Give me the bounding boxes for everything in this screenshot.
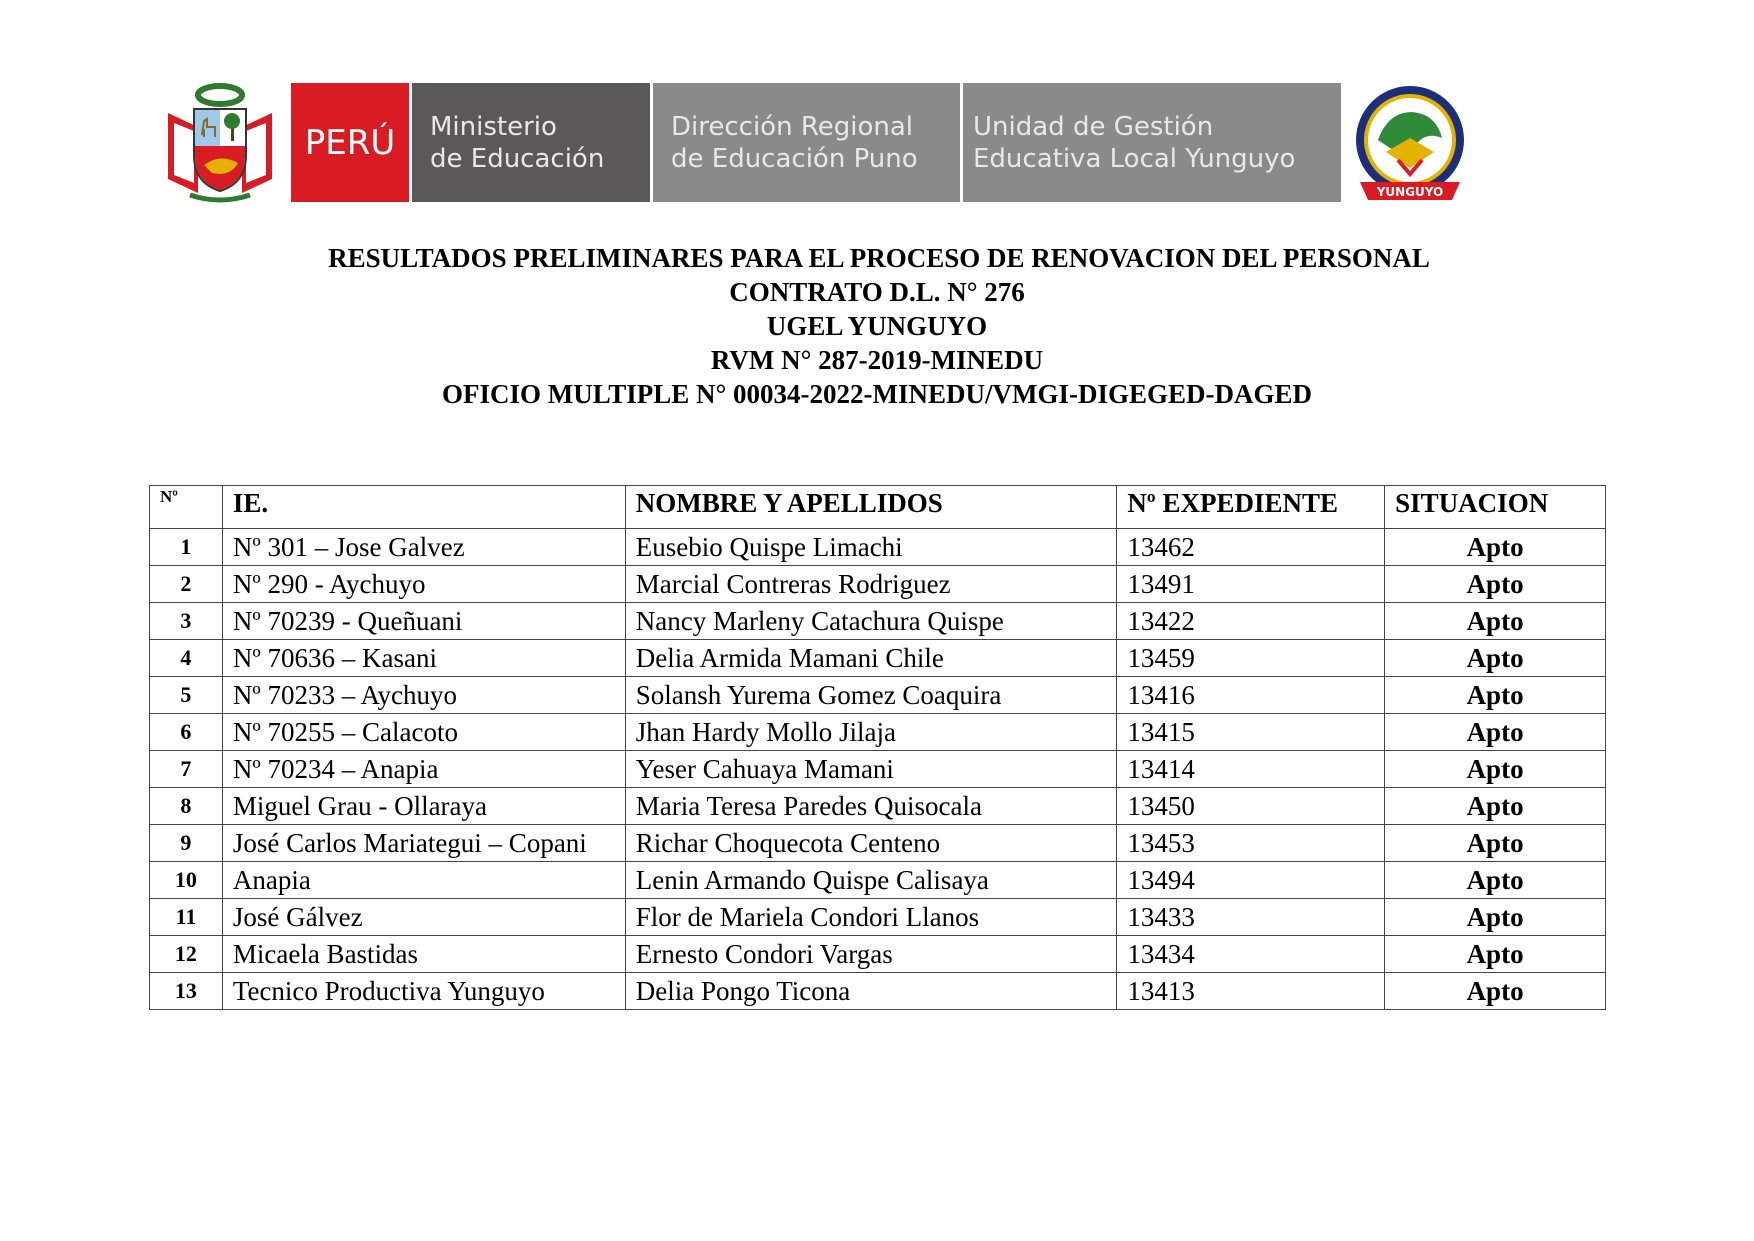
row-number: 1 <box>150 529 223 566</box>
row-ie: Nº 70255 – Calacoto <box>222 714 625 751</box>
title-line-5: OFICIO MULTIPLE N° 00034-2022-MINEDU/VMGI-DIGEGED-DAGED <box>441 379 1313 409</box>
row-ie: Anapia <box>222 862 625 899</box>
row-name: Flor de Mariela Condori Llanos <box>625 899 1117 936</box>
row-expediente: 13416 <box>1117 677 1385 714</box>
ministry-brand-box <box>412 83 650 202</box>
row-situacion: Apto <box>1385 677 1606 714</box>
header-name: NOMBRE Y APELLIDOS <box>625 486 1117 529</box>
header-situacion: SITUACION <box>1385 486 1606 529</box>
row-ie: Nº 70239 - Queñuani <box>222 603 625 640</box>
table-row <box>150 714 1606 751</box>
row-situacion: Apto <box>1385 603 1606 640</box>
row-situacion: Apto <box>1385 899 1606 936</box>
row-ie: Tecnico Productiva Yunguyo <box>222 973 625 1010</box>
row-ie: José Gálvez <box>222 899 625 936</box>
row-number: 2 <box>150 566 223 603</box>
regional-directorate-box <box>653 83 960 202</box>
header-num: Nº <box>150 486 223 529</box>
row-expediente: 13422 <box>1117 603 1385 640</box>
row-ie: Micaela Bastidas <box>222 936 625 973</box>
row-expediente: 13494 <box>1117 862 1385 899</box>
row-number: 5 <box>150 677 223 714</box>
row-expediente: 13433 <box>1117 899 1385 936</box>
document-title <box>0 241 1754 411</box>
title-line-4: RVM N° 287-2019-MINEDU <box>710 345 1044 375</box>
header-ie: IE. <box>222 486 625 529</box>
row-ie: Nº 70234 – Anapia <box>222 751 625 788</box>
ugel-line-2: Educativa Local Yunguyo <box>973 144 1296 174</box>
row-number: 12 <box>150 936 223 973</box>
row-name: Ernesto Condori Vargas <box>625 936 1117 973</box>
row-number: 13 <box>150 973 223 1010</box>
row-ie: Nº 70636 – Kasani <box>222 640 625 677</box>
row-number: 8 <box>150 788 223 825</box>
table-row <box>150 566 1606 603</box>
row-number: 9 <box>150 825 223 862</box>
title-line-2: CONTRATO D.L. N° 276 <box>729 277 1025 307</box>
results-table <box>149 485 1606 1010</box>
row-name: Lenin Armando Quispe Calisaya <box>625 862 1117 899</box>
row-name: Yeser Cahuaya Mamani <box>625 751 1117 788</box>
ministry-line-2: de Educación <box>430 144 605 174</box>
peru-label: PERÚ <box>304 122 396 163</box>
row-name: Delia Pongo Ticona <box>625 973 1117 1010</box>
row-name: Eusebio Quispe Limachi <box>625 529 1117 566</box>
row-number: 11 <box>150 899 223 936</box>
table-row <box>150 973 1606 1010</box>
table-row <box>150 936 1606 973</box>
seal-text: YUNGUYO <box>1376 185 1444 199</box>
row-name: Marcial Contreras Rodriguez <box>625 566 1117 603</box>
row-name: Maria Teresa Paredes Quisocala <box>625 788 1117 825</box>
row-number: 7 <box>150 751 223 788</box>
row-situacion: Apto <box>1385 566 1606 603</box>
row-situacion: Apto <box>1385 640 1606 677</box>
title-line-1: RESULTADOS PRELIMINARES PARA EL PROCESO DE RENOVACION DEL PERSONAL <box>328 243 1430 273</box>
row-name: Jhan Hardy Mollo Jilaja <box>625 714 1117 751</box>
row-expediente: 13413 <box>1117 973 1385 1010</box>
table-row <box>150 825 1606 862</box>
row-ie: Nº 301 – Jose Galvez <box>222 529 625 566</box>
row-name: Richar Choquecota Centeno <box>625 825 1117 862</box>
row-number: 4 <box>150 640 223 677</box>
row-expediente: 13434 <box>1117 936 1385 973</box>
row-expediente: 13415 <box>1117 714 1385 751</box>
ugel-line-1: Unidad de Gestión <box>973 112 1214 142</box>
table-row <box>150 529 1606 566</box>
row-situacion: Apto <box>1385 788 1606 825</box>
row-expediente: 13453 <box>1117 825 1385 862</box>
table-row <box>150 899 1606 936</box>
row-situacion: Apto <box>1385 862 1606 899</box>
row-number: 3 <box>150 603 223 640</box>
row-expediente: 13462 <box>1117 529 1385 566</box>
peru-coat-of-arms-icon <box>160 83 280 205</box>
row-situacion: Apto <box>1385 529 1606 566</box>
table-header-row <box>150 486 1606 529</box>
row-situacion: Apto <box>1385 714 1606 751</box>
row-situacion: Apto <box>1385 936 1606 973</box>
row-expediente: 13414 <box>1117 751 1385 788</box>
regional-line-1: Dirección Regional <box>671 112 913 142</box>
table-row <box>150 862 1606 899</box>
row-ie: Nº 70233 – Aychuyo <box>222 677 625 714</box>
row-expediente: 13491 <box>1117 566 1385 603</box>
regional-line-2: de Educación Puno <box>671 144 918 174</box>
ugel-yunguyo-seal-icon <box>1348 82 1472 206</box>
row-situacion: Apto <box>1385 973 1606 1010</box>
row-ie: Miguel Grau - Ollaraya <box>222 788 625 825</box>
row-expediente: 13450 <box>1117 788 1385 825</box>
peru-brand-box <box>291 83 409 202</box>
row-expediente: 13459 <box>1117 640 1385 677</box>
header-expediente: Nº EXPEDIENTE <box>1117 486 1385 529</box>
table-row <box>150 677 1606 714</box>
row-number: 10 <box>150 862 223 899</box>
table-row <box>150 603 1606 640</box>
table-row <box>150 640 1606 677</box>
row-name: Delia Armida Mamani Chile <box>625 640 1117 677</box>
row-situacion: Apto <box>1385 825 1606 862</box>
ugel-brand-box <box>963 83 1341 202</box>
table-row <box>150 788 1606 825</box>
title-line-3: UGEL YUNGUYO <box>766 311 988 341</box>
row-situacion: Apto <box>1385 751 1606 788</box>
table-row <box>150 751 1606 788</box>
row-ie: Nº 290 - Aychuyo <box>222 566 625 603</box>
row-name: Nancy Marleny Catachura Quispe <box>625 603 1117 640</box>
ministry-line-1: Ministerio <box>430 112 557 142</box>
row-name: Solansh Yurema Gomez Coaquira <box>625 677 1117 714</box>
row-number: 6 <box>150 714 223 751</box>
row-ie: José Carlos Mariategui – Copani <box>222 825 625 862</box>
